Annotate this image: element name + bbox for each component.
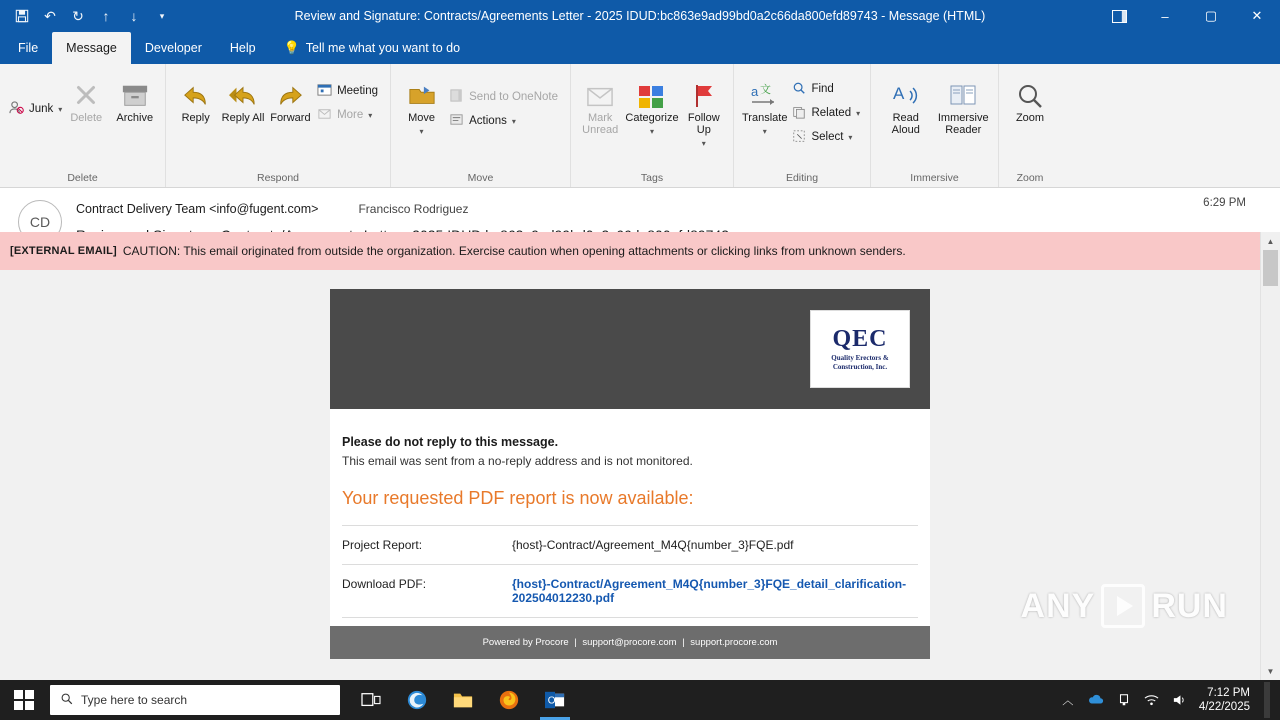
chevron-down-icon[interactable]: ▾ (701, 139, 706, 148)
message-time: 6:29 PM (1203, 197, 1246, 209)
group-label-move: Move (467, 172, 494, 184)
select-button[interactable] (789, 126, 866, 148)
customize-quick-access-icon[interactable]: ▾ (159, 10, 165, 21)
chevron-down-icon[interactable]: ▾ (848, 132, 853, 142)
reply-label: Reply (181, 112, 210, 124)
follow-up-flag-icon (690, 76, 718, 110)
categorize-label: Categorize (625, 112, 679, 124)
ribbon-group-zoom (999, 64, 1061, 187)
archive-button[interactable] (111, 72, 160, 128)
windows-taskbar (0, 680, 1280, 720)
mark-unread-button[interactable] (577, 72, 623, 140)
read-aloud-label: Read Aloud (891, 112, 920, 136)
scroll-down-icon[interactable]: ▼ (1261, 662, 1280, 680)
download-pdf-link[interactable]: {host}-Contract/Agreement_M4Q{number_3}FQE_detail_clarification-202504012230.pdf (512, 577, 907, 605)
immersive-reader-button[interactable] (935, 72, 993, 140)
ribbon-group-tags (571, 64, 734, 187)
immersive-reader-label: Immersive Reader (937, 112, 989, 136)
ribbon-group-move (391, 64, 571, 187)
svg-text:A: A (892, 84, 905, 103)
search-icon (792, 81, 806, 98)
close-button[interactable]: ✕ (1251, 8, 1263, 23)
reply-icon (181, 76, 211, 110)
more-respond-button[interactable] (314, 104, 384, 126)
junk-button[interactable] (6, 98, 62, 120)
footer-support-site-link[interactable]: support.procore.com (690, 637, 778, 648)
zoom-icon (1015, 76, 1045, 110)
clock-date: 4/22/2025 (1198, 701, 1250, 713)
group-label-zoom: Zoom (1016, 172, 1044, 184)
ribbon-group-immersive (871, 64, 999, 187)
action-center-icon[interactable] (1264, 682, 1270, 718)
ribbon-group-respond (166, 64, 391, 187)
svg-text:a: a (750, 84, 758, 99)
redo-icon[interactable]: ↻ (72, 7, 84, 24)
group-label-tags: Tags (640, 172, 664, 184)
show-hidden-icons[interactable]: ︿ (1062, 695, 1074, 707)
meeting-button[interactable] (314, 80, 384, 102)
related-label: Related (811, 107, 852, 119)
send-to-onenote-label: Send to OneNote (469, 91, 558, 103)
read-aloud-icon (891, 76, 921, 110)
tab-file[interactable]: File (18, 40, 39, 55)
lightbulb-icon: 💡 (283, 40, 300, 55)
actions-button[interactable] (446, 110, 564, 132)
project-report-label: Project Report: (342, 526, 512, 565)
email-footer (330, 626, 930, 659)
meeting-icon (317, 82, 332, 100)
external-email-text: CAUTION: This email originated from outside the organization. Exercise caution when opening attachments or clicking links from unknown senders. (122, 244, 906, 258)
find-button[interactable] (789, 78, 866, 100)
usb-icon[interactable] (1115, 693, 1133, 707)
external-email-tag: [EXTERNAL EMAIL] (10, 245, 117, 257)
window-controls[interactable] (1096, 0, 1280, 32)
group-label-respond: Respond (256, 172, 300, 184)
group-label-immersive: Immersive (910, 172, 959, 184)
onenote-icon (449, 88, 464, 106)
select-icon (792, 129, 806, 146)
scroll-up-icon[interactable]: ▲ (1261, 232, 1280, 250)
actions-icon (449, 112, 464, 130)
svg-text:O: O (547, 695, 556, 707)
follow-up-label: Follow Up (687, 112, 720, 136)
volume-icon[interactable] (1171, 693, 1189, 707)
move-button[interactable] (397, 72, 446, 142)
mark-unread-label: Mark Unread (582, 112, 619, 136)
group-label-delete: Delete (67, 172, 98, 184)
forward-icon (275, 76, 305, 110)
outlook-icon[interactable] (534, 680, 576, 720)
group-label-editing: Editing (785, 172, 819, 184)
footer-separator: | (682, 637, 685, 648)
actions-label: Actions (469, 115, 507, 127)
related-button[interactable] (789, 102, 866, 124)
junk-icon (9, 100, 24, 118)
logo-text: QEC (832, 325, 888, 352)
delete-icon (71, 76, 101, 110)
search-icon (60, 692, 73, 708)
ribbon-group-delete (0, 64, 166, 187)
more-icon (317, 106, 332, 124)
footer-support-email-link[interactable]: support@procore.com (582, 637, 677, 648)
file-explorer-icon[interactable] (442, 680, 484, 720)
chevron-down-icon[interactable]: ▾ (856, 108, 861, 118)
footer-separator: | (574, 637, 577, 648)
no-reply-subtitle: This email was sent from a no-reply address and is not monitored. (342, 454, 693, 468)
taskbar-icons[interactable] (350, 680, 576, 720)
ribbon[interactable] (0, 64, 1280, 188)
meeting-label: Meeting (337, 85, 378, 97)
tab-developer[interactable]: Developer (144, 40, 202, 55)
recipient-name[interactable]: Francisco Rodriguez (358, 202, 469, 216)
delete-button[interactable] (62, 72, 111, 128)
table-row (342, 526, 918, 565)
find-label: Find (811, 83, 834, 95)
send-to-onenote-button[interactable] (446, 86, 564, 108)
follow-up-button[interactable] (681, 72, 727, 154)
watermark-left-text: ANY (1020, 586, 1096, 625)
download-pdf-label: Download PDF: (342, 565, 512, 618)
play-icon (1101, 584, 1145, 628)
zoom-label: Zoom (1015, 112, 1045, 124)
tab-help[interactable]: Help (229, 40, 256, 55)
table-row (342, 565, 918, 618)
report-headline: Your requested PDF report is now available: (342, 488, 694, 508)
archive-icon (120, 76, 150, 110)
footer-brand-link[interactable]: Procore (535, 637, 569, 648)
email-html-canvas (0, 270, 1260, 680)
no-reply-title: Please do not reply to this message. (342, 435, 559, 449)
vertical-scrollbar[interactable] (1260, 232, 1280, 680)
report-table (342, 525, 918, 618)
scrollbar-thumb[interactable] (1263, 250, 1278, 286)
translate-label: Translate (742, 112, 788, 124)
email-header-band (330, 289, 930, 409)
tell-me-label: Tell me what you want to do (305, 41, 461, 55)
forward-button[interactable] (267, 72, 314, 128)
categorize-button[interactable] (623, 72, 680, 142)
move-icon (407, 76, 437, 110)
select-label: Select (811, 131, 844, 143)
reply-all-button[interactable] (219, 72, 266, 128)
tell-me-box[interactable] (270, 32, 460, 64)
task-view-icon[interactable] (350, 680, 392, 720)
system-tray[interactable] (1059, 682, 1280, 718)
chevron-down-icon[interactable]: ▾ (511, 116, 516, 126)
chevron-down-icon[interactable]: ▾ (58, 104, 63, 114)
network-icon[interactable] (1143, 693, 1161, 707)
watermark-right-text: RUN (1151, 586, 1228, 625)
project-report-value: {host}-Contract/Agreement_M4Q{number_3}FQE.pdf (512, 526, 918, 565)
mark-unread-icon (585, 76, 615, 110)
zoom-button[interactable] (1005, 72, 1055, 128)
chevron-down-icon[interactable]: ▾ (762, 127, 767, 136)
ribbon-tab-strip[interactable] (0, 32, 1280, 64)
window-title: Review and Signature: Contracts/Agreements Letter - 2025 IDUD:bc863e9ad99bd0a2c66da800efd89743 - Message (HTML) (294, 9, 986, 23)
reply-button[interactable] (172, 72, 219, 128)
read-aloud-button[interactable] (877, 72, 935, 140)
taskbar-clock[interactable] (1199, 686, 1254, 714)
message-body (0, 232, 1280, 680)
forward-label: Forward (270, 112, 311, 124)
anyrun-watermark (1021, 584, 1228, 628)
save-icon[interactable] (8, 3, 36, 29)
taskbar-search-placeholder: Type here to search (81, 693, 188, 707)
avatar: CD (18, 200, 62, 244)
firefox-icon[interactable] (488, 680, 530, 720)
minimize-button[interactable]: – (1161, 8, 1169, 24)
external-email-warning (0, 232, 1260, 270)
maximize-button[interactable]: ▢ (1204, 8, 1218, 23)
windows-icon (14, 690, 34, 710)
logo-subtext: Quality Erectors & Construction, Inc. (831, 353, 889, 371)
qec-logo (810, 310, 910, 388)
email-card (330, 289, 930, 659)
reply-all-label: Reply All (221, 112, 265, 124)
archive-label: Archive (116, 112, 154, 124)
clock-time: 7:12 PM (1207, 687, 1250, 699)
chevron-down-icon[interactable]: ▾ (368, 110, 373, 120)
next-item-icon[interactable]: ↓ (130, 8, 138, 24)
sender-address[interactable]: Contract Delivery Team <info@fugent.com> (76, 202, 319, 216)
quick-access-toolbar[interactable] (0, 3, 176, 29)
translate-icon (750, 76, 780, 110)
ribbon-group-editing (734, 64, 871, 187)
title-bar (0, 0, 1280, 32)
taskbar-search-input[interactable] (50, 685, 340, 715)
reply-all-icon (228, 76, 258, 110)
chevron-down-icon[interactable]: ▾ (419, 127, 424, 136)
ribbon-display-options-icon[interactable] (1096, 0, 1142, 32)
onedrive-icon[interactable] (1087, 693, 1105, 707)
edge-icon[interactable] (396, 680, 438, 720)
svg-text:文: 文 (759, 84, 771, 96)
immersive-reader-icon (948, 76, 978, 110)
junk-label: Junk (29, 103, 54, 115)
email-content (330, 409, 930, 659)
tab-message[interactable]: Message (52, 32, 131, 64)
delete-label: Delete (70, 112, 103, 124)
footer-prefix: Powered by (482, 637, 533, 648)
chevron-down-icon[interactable]: ▾ (649, 127, 654, 136)
related-icon (792, 105, 806, 122)
previous-item-icon[interactable]: ↑ (102, 8, 110, 24)
translate-button[interactable] (740, 72, 789, 142)
categorize-icon (637, 76, 667, 110)
undo-icon[interactable]: ↶ (44, 7, 56, 24)
move-label: Move (408, 112, 436, 124)
start-button[interactable] (0, 680, 48, 720)
more-label: More (337, 109, 364, 121)
